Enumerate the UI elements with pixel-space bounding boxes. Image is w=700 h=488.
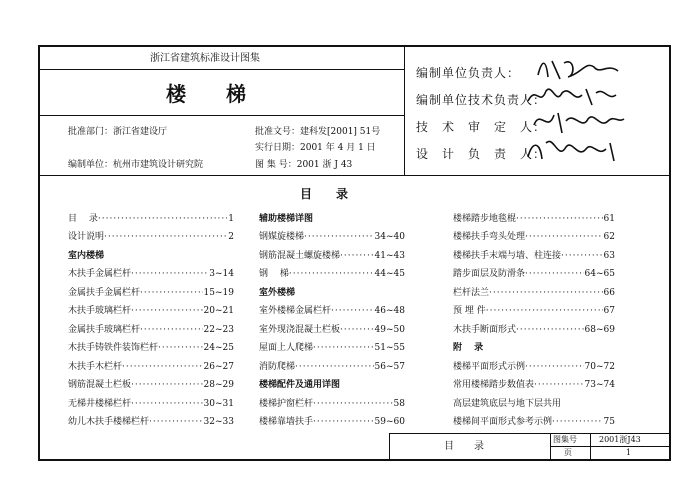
toc-entry[interactable] [68,288,234,299]
toc-leader [140,288,203,299]
toc-entry-label: 钢筋混凝土栏板 [68,380,132,390]
toc-entry-label: 无梯井楼梯栏杆 [68,399,132,409]
toc-entry-label: 设计说明 [68,232,105,242]
toc-entry-page: 62 [603,232,615,242]
title-block-rule [550,446,670,447]
toc-entry-page: 32~33 [203,417,234,427]
toc-section-heading: 室外楼梯 [259,288,296,298]
toc-entry-label: 木扶手木栏杆 [68,362,123,372]
toc-entry-label: 金属扶手玻璃栏杆 [68,325,141,335]
toc-entry-label: 钢 梯 [259,269,289,279]
toc-entry-label: 高层建筑底层与地下层共用 [453,399,562,409]
toc-entry-page: 44~45 [374,269,405,279]
toc-leader [313,343,374,354]
toc-section-heading: 楼梯配件及通用详图 [259,380,341,390]
toc-entry[interactable] [259,399,405,410]
toc-entry[interactable] [453,417,615,428]
toc-leader [295,362,374,373]
toc-entry-page: 51~55 [374,343,405,353]
toc-entry-page: 75 [603,417,615,427]
toc-entry[interactable] [453,380,615,391]
toc-entry[interactable] [68,417,234,428]
toc-leader [98,214,227,225]
title-block-atlas-value: 2001浙J43 [599,435,641,444]
toc-entry-page: 34~40 [374,232,405,242]
toc-entry-label: 楼梯间平面形式参考示例 [453,417,553,427]
toc-entry[interactable] [68,380,234,391]
toc-entry-page: 30~31 [203,399,234,409]
title-rule [40,115,404,116]
toc-entry-label: 楼梯靠墙扶手 [259,417,314,427]
toc-entry-page: 70~72 [584,362,615,372]
toc-entry-label: 楼梯护窗栏杆 [259,399,314,409]
toc-section-heading: 附 录 [453,343,484,353]
title-block-page-value: 1 [626,448,632,457]
toc-entry-page: 46~48 [374,306,405,316]
toc-entry-page: 24~25 [203,343,234,353]
approve-no: 批准文号：建科发[2001] 51号 [255,127,381,137]
toc-leader [131,306,203,317]
toc-leader [525,232,603,243]
toc-entry-label: 室外楼梯金属栏杆 [259,306,332,316]
toc-entry-label: 木扶手铸铁件装饰栏杆 [68,343,159,353]
toc-entry-label: 消防爬梯 [259,362,296,372]
toc-leader [552,417,603,428]
toc-leader [313,417,374,428]
toc-entry[interactable] [259,343,405,354]
toc-leader [140,325,203,336]
toc-entry-page: 58 [393,399,405,409]
toc-entry[interactable] [68,306,234,317]
sig-label-unit-head: 编制单位负责人： [416,66,521,80]
page-title: 楼 梯 [166,82,246,106]
toc-entry-page: 73~74 [584,380,615,390]
toc-entry[interactable] [259,232,405,243]
toc-entry-label: 木扶手金属栏杆 [68,269,132,279]
toc-entry-page: 22~23 [203,325,234,335]
toc-entry-page: 41~43 [374,251,405,261]
toc-entry[interactable] [259,417,405,428]
toc-leader [313,399,393,410]
toc-leader [489,288,603,299]
toc-entry-page: 64~65 [584,269,615,279]
toc-leader [525,269,584,280]
toc-entry-page: 56~57 [374,362,405,372]
toc-leader [131,380,203,391]
toc-entry-label: 室外现浇混凝土栏板 [259,325,341,335]
toc-entry-label: 楼梯扶手末端与墙、柱连接 [453,251,562,261]
toc-entry[interactable] [259,251,405,262]
toc-entry[interactable] [68,362,234,373]
toc-entry-label: 屋面上人爬梯 [259,343,314,353]
toc-entry-label: 栏杆法兰 [453,288,490,298]
toc-leader [561,251,603,262]
toc-leader [131,269,208,280]
toc-entry[interactable] [259,269,405,280]
toc-section-heading: 室内楼梯 [68,251,105,261]
toc-entry-label: 幼儿木扶手楼梯栏杆 [68,417,150,427]
toc-entry[interactable] [453,251,615,262]
toc-entry-label: 楼梯扶手弯头处理 [453,232,526,242]
toc-leader [340,325,374,336]
toc-entry-label: 钢筋混凝土螺旋楼梯 [259,251,341,261]
toc-entry[interactable] [453,288,615,299]
toc-entry-page: 1 [228,214,234,224]
toc-leader [158,343,203,354]
toc-entry-page: 49~50 [374,325,405,335]
toc-entry-page: 2 [228,232,234,242]
approve-dept: 批准部门：浙江省建设厅 [68,127,168,137]
title-block-page-label: 页 [564,448,572,457]
toc-entry[interactable] [453,306,615,317]
atlas-name: 浙江省建筑标准设计图集 [150,53,260,64]
toc-entry-label: 木扶手断面形式 [453,325,517,335]
toc-entry[interactable] [68,343,234,354]
toc-section-heading: 辅助楼梯详图 [259,214,314,224]
toc-leader [525,362,584,373]
atlas-number: 图 集 号：2001 浙 J 43 [255,160,353,170]
toc-entry[interactable] [453,232,615,243]
toc-entry-page: 15~19 [203,288,234,298]
title-block-divider [550,434,551,460]
toc-leader [534,380,584,391]
toc-leader [289,269,374,280]
toc-entry-page: 3~14 [209,269,234,279]
toc-leader [304,232,374,243]
toc-entry-page: 59~60 [374,417,405,427]
title-block [389,433,670,460]
drawing-sheet [38,45,671,461]
toc-entry-page: 28~29 [203,380,234,390]
toc-entry-page: 66 [603,288,615,298]
toc-entry[interactable] [453,325,615,336]
toc-entry-page: 26~27 [203,362,234,372]
signature-scribble [522,133,622,167]
title-block-divider [590,434,591,460]
toc-entry-page: 68~69 [584,325,615,335]
atlas-rule [40,69,404,70]
toc-entry-page: 61 [603,214,615,224]
toc-leader [131,399,203,410]
toc-leader [340,251,374,262]
header-divider [404,47,405,175]
toc-leader [516,325,584,336]
toc-entry[interactable] [453,269,615,280]
sig-label-reviewer: 技 术 审 定 人： [416,120,547,134]
toc-leader [104,232,227,243]
toc-title: 目 录 [300,187,349,201]
toc-entry-label: 常用楼梯踏步数值表 [453,380,535,390]
toc-entry-label: 预 埋 件 [453,306,486,316]
effective-date: 实行日期：2001 年 4 月 1 日 [255,143,376,153]
compile-unit: 编制单位：杭州市建筑设计研究院 [68,160,204,170]
toc-entry[interactable] [259,362,405,373]
toc-entry-label: 踏步面层及防滑条 [453,269,526,279]
toc-entry[interactable] [453,362,615,373]
toc-entry-label: 楼梯踏步地毯棍 [453,214,517,224]
toc-entry[interactable] [68,214,234,225]
title-block-atlas-label: 图集号 [553,435,577,444]
sig-label-designer: 设 计 负 责 人： [416,147,547,161]
toc-leader [331,306,374,317]
toc-entry-label: 楼梯平面形式示例 [453,362,526,372]
toc-entry[interactable] [259,325,405,336]
toc-entry[interactable] [259,306,405,317]
toc-entry-label: 目 录 [68,214,98,224]
toc-entry-label: 木扶手玻璃栏杆 [68,306,132,316]
toc-leader [149,417,203,428]
title-block-name: 目 录 [444,441,484,452]
toc-leader [122,362,203,373]
toc-entry[interactable] [68,232,234,243]
toc-entry-label: 金属扶手金属栏杆 [68,288,141,298]
toc-entry[interactable] [68,399,234,410]
toc-entry-page: 20~21 [203,306,234,316]
toc-entry-page: 63 [603,251,615,261]
toc-entry[interactable] [68,325,234,336]
header-bottom-rule [40,175,669,176]
toc-entry[interactable] [68,269,234,280]
toc-leader [486,306,603,317]
toc-leader [516,214,603,225]
toc-entry-label: 钢媒旋楼梯 [259,232,305,242]
toc-entry-page: 67 [603,306,615,316]
sig-label-tech-head: 编制单位技术负责人： [416,93,547,107]
toc-entry[interactable] [453,214,615,225]
